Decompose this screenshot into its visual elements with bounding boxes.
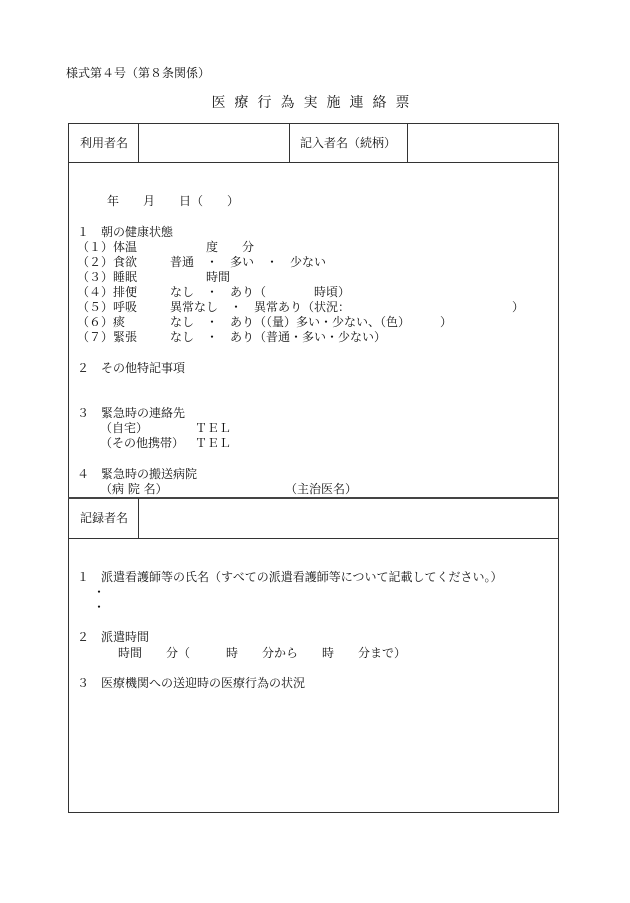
item-label-tension: （７）緊張 xyxy=(77,330,138,344)
home-phone-label: （自宅） xyxy=(100,421,149,435)
nurse-bullet-1: ・ xyxy=(93,585,106,599)
item-value-sleep: 時間 xyxy=(206,270,231,284)
item-value-temperature: 度 分 xyxy=(206,240,255,254)
other-notes-heading: ２ その他特記事項 xyxy=(77,361,186,375)
user-name-field[interactable] xyxy=(139,124,289,162)
row-divider-record xyxy=(68,538,559,539)
recorder-name-label: 記録者名 xyxy=(80,511,129,525)
nurse-names-heading: １ 派遣看護師等の氏名（すべての派遣看護師等について記載してください。） xyxy=(77,570,503,584)
item-label-sputum: （６）痰 xyxy=(77,315,126,329)
item-label-sleep: （３）睡眠 xyxy=(77,270,138,284)
item-value-breathing: 異常なし ・ 異常あり（状況： ） xyxy=(170,300,525,314)
transport-medical-heading: ３ 医療機関への送迎時の医療行為の状況 xyxy=(77,676,306,690)
item-value-bowel: なし ・ あり（ 時頃） xyxy=(170,285,351,299)
user-name-label: 利用者名 xyxy=(80,136,129,150)
recorder-relation-label: 記入者名（続柄） xyxy=(300,136,397,150)
row-divider-top xyxy=(68,162,559,163)
dispatch-time-line: 時間 分（ 時 分から 時 分まで） xyxy=(118,646,407,660)
item-label-appetite: （２）食欲 xyxy=(77,255,138,269)
recorder-name-field[interactable] xyxy=(139,499,558,538)
form-number: 様式第４号（第８条関係） xyxy=(66,66,211,80)
mobile-phone-tel-label: ＴＥＬ xyxy=(195,436,232,450)
item-label-breathing: （５）呼吸 xyxy=(77,300,138,314)
mobile-phone-label: （その他携帯） xyxy=(100,436,185,450)
divider-user-value xyxy=(289,123,290,162)
item-value-appetite: 普通 ・ 多い ・ 少ない xyxy=(170,255,327,269)
item-label-bowel: （４）排便 xyxy=(77,285,138,299)
page-title: 医療行為実施連絡票 xyxy=(211,95,419,111)
recorder-relation-field[interactable] xyxy=(408,124,558,162)
dispatch-time-heading: ２ 派遣時間 xyxy=(77,630,150,644)
item-label-temperature: （１）体温 xyxy=(77,240,138,254)
emergency-contact-heading: ３ 緊急時の連絡先 xyxy=(77,406,186,420)
item-value-sputum: なし ・ あり（（量）多い・少ない、（色） ） xyxy=(170,315,453,329)
attending-doctor-label: （主治医名） xyxy=(285,482,358,496)
item-value-tension: なし ・ あり（普通・多い・少ない） xyxy=(170,330,387,344)
date-line: 年 月 日（ ） xyxy=(107,194,240,208)
emergency-hospital-heading: ４ 緊急時の搬送病院 xyxy=(77,467,198,481)
morning-health-heading: １ 朝の健康状態 xyxy=(77,225,174,239)
home-phone-tel-label: ＴＥＬ xyxy=(195,421,232,435)
nurse-bullet-2: ・ xyxy=(93,600,106,614)
hospital-name-label: （病 院 名） xyxy=(100,482,168,496)
